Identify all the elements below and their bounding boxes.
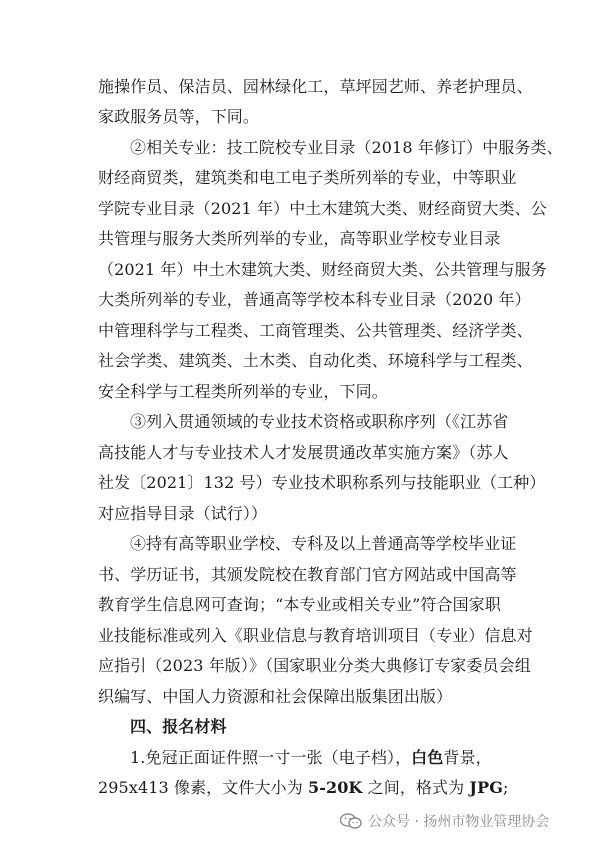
paragraph-line: 施操作员、保洁员、园林绿化工，草坪园艺师、养老护理员、 (98, 77, 533, 96)
paragraph-line: 大类所列举的专业，普通高等学校本科专业目录（2020 年） (98, 290, 531, 309)
item-bold-text: 5-20K (307, 778, 363, 797)
paragraph-line: ④持有高等职业学校、专科及以上普通高等学校毕业证 (130, 534, 517, 553)
paragraph-line: 织编写、中国人力资源和社会保障出版集团出版） (98, 687, 453, 706)
watermark-text: 公众号 · 扬州市物业管理协会 (368, 814, 550, 830)
paragraph-line: ②相关专业：技工院校专业目录（2018 年修订）中服务类、 (130, 138, 563, 157)
item-text: 背景， (443, 748, 492, 767)
paragraph-line: ③列入贯通领域的专业技术资格或职称序列（《江苏省 (130, 412, 509, 431)
paragraph-line: （2021 年）中土木建筑大类、财经商贸大类、公共管理与服务 (98, 260, 547, 279)
section-heading: 四、报名材料 (130, 717, 227, 736)
paragraph-line: 财经商贸类，建筑类和电工电子类所列举的专业，中等职业 (98, 168, 517, 187)
item-line (130, 747, 528, 769)
paragraph-line: 社会学类、建筑类、土木类、自动化类、环境科学与工程类、 (98, 351, 533, 370)
paragraph-line: 安全科学与工程类所列举的专业，下同。 (98, 382, 388, 401)
item-line (98, 777, 528, 799)
item-text: ; (503, 778, 509, 797)
item-bold-text: 白色 (411, 748, 444, 767)
paragraph-line: 业技能标准或列入《职业信息与教育培训项目（专业）信息对 (98, 626, 533, 645)
item-text: 1.免冠正面证件照一寸一张（电子档）， (130, 748, 412, 767)
paragraph-line: 应指引（2023 年版）》（国家职业分类大典修订专家委员会组 (98, 656, 531, 675)
item-text: 之间，格式为 (362, 778, 470, 797)
watermark (340, 810, 549, 832)
paragraph-line: 学院专业目录（2021 年）中土木建筑大类、财经商贸大类、公 (98, 199, 547, 218)
paragraph-line: 共管理与服务大类所列举的专业，高等职业学校专业目录 (98, 229, 501, 248)
paragraph-line: 社发〔2021〕132 号）专业技术职称系列与技能职业（工种） (98, 473, 546, 492)
paragraph-line: 书、学历证书，其颁发院校在教育部门官方网站或中国高等 (98, 565, 517, 584)
wechat-icon (340, 813, 362, 829)
item-bold-text: JPG (469, 778, 503, 797)
paragraph-line: 教育学生信息网可查询；“本专业或相关专业”符合国家职 (98, 595, 501, 614)
paragraph-line: 高技能人才与专业技术人才发展贯通改革实施方案》（苏人 (98, 443, 509, 462)
paragraph-line: 家政服务员等，下同。 (98, 107, 260, 126)
paragraph-line: 中管理科学与工程类、工商管理类、公共管理类、经济学类、 (98, 321, 533, 340)
item-text: 295x413 像素，文件大小为 (98, 778, 308, 797)
paragraph-line: 对应指导目录（试行）） (98, 504, 268, 523)
